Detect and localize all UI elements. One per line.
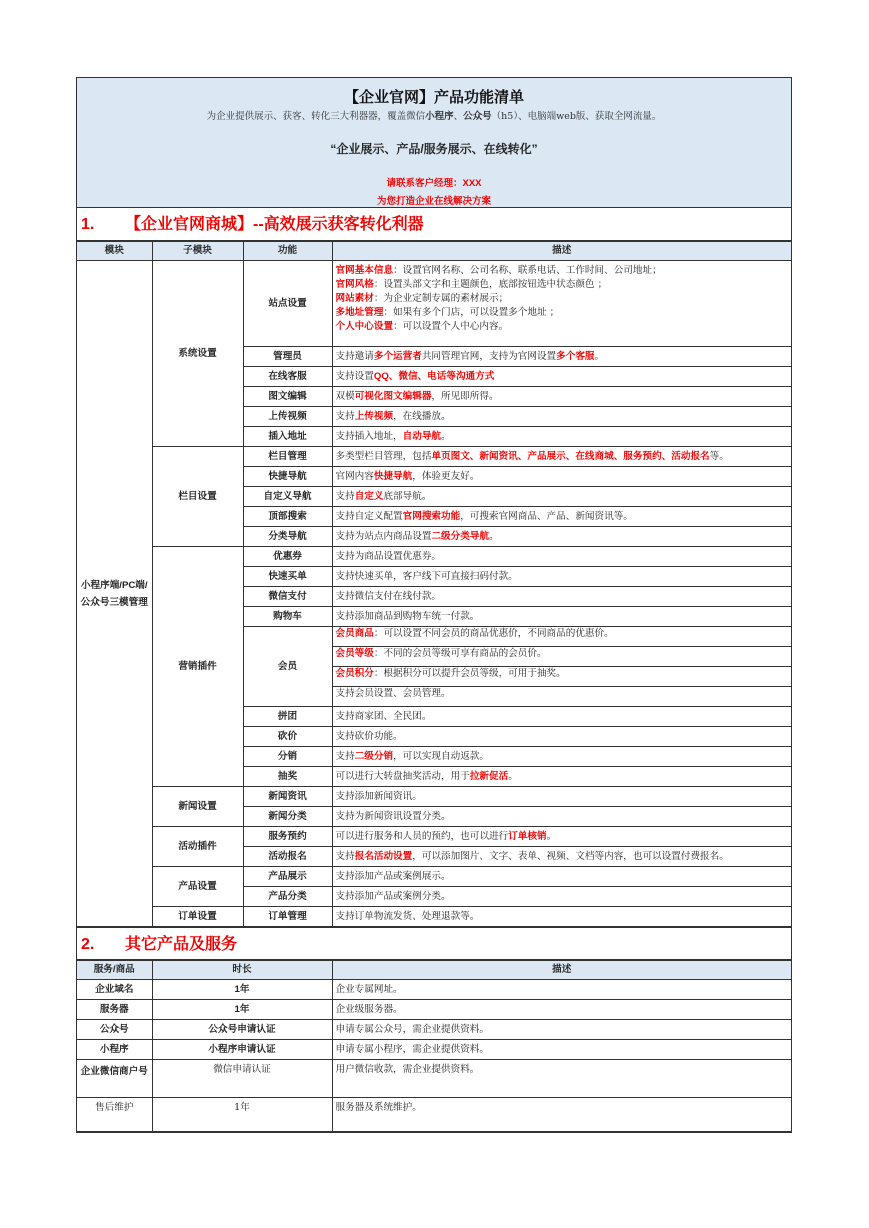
description-text: ，所见即所得。 <box>431 390 499 402</box>
description-text: 支持插入地址， <box>335 430 403 442</box>
service-name-cell: 企业域名 <box>77 980 152 1000</box>
description-text: 。 <box>594 350 605 362</box>
description-cell <box>332 887 791 907</box>
description-line <box>336 430 789 444</box>
service-name-cell: 小程序 <box>77 1040 152 1060</box>
description-text: 支持 <box>335 750 355 762</box>
description-line <box>336 450 789 464</box>
service-name-cell: 售后维护 <box>77 1098 152 1132</box>
col-header-module: 模块 <box>77 242 152 261</box>
description-line <box>336 627 789 641</box>
description-text: ，体验更友好。 <box>412 470 480 482</box>
description-cell <box>332 447 791 467</box>
subtitle-official-account: 公众号 <box>463 111 492 122</box>
description-line <box>336 530 789 544</box>
highlight-text: 订单核销 <box>508 830 547 842</box>
description-cell <box>332 261 791 347</box>
module-cell: 小程序端/PC端/公众号三模管理 <box>77 261 152 927</box>
description-line <box>336 390 789 404</box>
description-text: ：如果有多个门店，可以设置多个地址 ； <box>383 307 560 318</box>
description-text: 等。 <box>709 450 729 462</box>
service-name-cell: 服务器 <box>77 1000 152 1020</box>
description-text: 共同管理官网，支持为官网设置 <box>421 350 557 362</box>
page-title: 【企业官网】产品功能清单 <box>343 89 524 106</box>
description-cell <box>332 827 791 847</box>
function-cell: 插入地址 <box>243 427 332 447</box>
table-row <box>77 787 791 807</box>
description-text: 官网内容 <box>335 470 374 482</box>
contact-solution: 为您打造企业在线解决方案 <box>376 196 491 207</box>
highlight-text: 报名活动设置 <box>354 850 413 862</box>
highlight-text: 会员积分 <box>335 668 374 679</box>
highlight-text: 自动导航 <box>402 430 442 442</box>
table-row <box>77 1040 791 1060</box>
description-line <box>336 590 789 604</box>
duration-cell: 1年 <box>152 1000 332 1020</box>
function-cell: 抽奖 <box>243 767 332 787</box>
description-line <box>336 647 789 661</box>
function-cell: 活动报名 <box>243 847 332 867</box>
sheet-header <box>77 78 791 208</box>
description-text: ：可以设置个人中心内容。 <box>393 321 509 332</box>
description-cell <box>332 587 791 607</box>
highlight-text: 网站素材 <box>335 293 374 304</box>
highlight-text: QQ、微信、电话等沟通方式 <box>373 370 495 382</box>
highlight-text: 二级分销 <box>354 750 394 762</box>
function-cell: 顶部搜索 <box>243 507 332 527</box>
description-text: 支持微信支付在线付款。 <box>335 590 442 602</box>
description-cell <box>332 807 791 827</box>
description-line <box>336 687 789 701</box>
duration-cell: 1年 <box>152 980 332 1000</box>
description-line <box>336 790 789 804</box>
table-row <box>77 1000 791 1020</box>
submodule-cell: 营销插件 <box>152 547 243 787</box>
description-text: 。 <box>546 830 557 842</box>
description-cell <box>332 707 791 727</box>
description-line <box>336 510 789 524</box>
col-header-description: 描述 <box>332 242 791 261</box>
submodule-cell: 订单设置 <box>152 907 243 927</box>
duration-cell: 公众号申请认证 <box>152 1020 332 1040</box>
description-text: ：不同的会员等级可享有商品的会员价。 <box>373 648 547 659</box>
highlight-text: 多个运营者 <box>373 350 422 362</box>
highlight-text: 二级分类导航 <box>431 530 489 542</box>
description-line <box>336 870 789 884</box>
description-text: ，在线播放。 <box>393 410 451 422</box>
description-text: 支持 <box>335 490 355 502</box>
description-line <box>336 890 789 904</box>
duration-cell: 微信申请认证 <box>152 1060 332 1098</box>
description-line <box>336 910 789 924</box>
highlight-text: 官网风格 <box>335 279 374 290</box>
description-line <box>336 770 789 784</box>
function-cell: 新闻分类 <box>243 807 332 827</box>
description-cell <box>332 347 791 367</box>
description-text: 支持自定义配置 <box>335 510 403 522</box>
function-cell: 微信支付 <box>243 587 332 607</box>
duration-cell: 小程序申请认证 <box>152 1040 332 1060</box>
function-cell: 管理员 <box>243 347 332 367</box>
function-cell: 砍价 <box>243 727 332 747</box>
description-text: 支持添加产品或案例分类。 <box>335 890 451 902</box>
subtitle-mini-program: 小程序 <box>425 111 454 122</box>
description-text: 多类型栏目管理，包括 <box>335 450 432 462</box>
table-row <box>77 867 791 887</box>
function-cell: 快速买单 <box>243 567 332 587</box>
description-line <box>336 750 789 764</box>
col-header-service: 服务/商品 <box>77 961 152 980</box>
description-text: ，可以实现自动返款。 <box>393 750 489 762</box>
description-text: 可以进行服务和人员的预约，也可以进行 <box>335 830 509 842</box>
description-text: ：根据积分可以提升会员等级，可用于抽奖。 <box>373 668 566 679</box>
subtitle-sep: 、 <box>453 111 464 122</box>
highlight-text: 上传视频 <box>354 410 394 422</box>
contact-manager: 请联系客户经理：XXX <box>386 178 482 189</box>
section-title: 其它产品及服务 <box>125 936 238 953</box>
description-cell: 申请专属小程序，需企业提供资料。 <box>332 1040 791 1060</box>
description-text: 支持设置 <box>335 370 374 382</box>
col-header-description: 描述 <box>332 961 791 980</box>
description-line <box>336 470 789 484</box>
description-cell <box>332 667 791 687</box>
service-name-cell: 企业微信商户号 <box>77 1060 152 1098</box>
description-line <box>336 278 789 292</box>
description-text: ：为企业定制专属的素材展示； <box>373 293 509 304</box>
description-line <box>336 610 789 624</box>
description-cell <box>332 767 791 787</box>
highlight-text: 可视化图文编辑器 <box>354 390 432 402</box>
description-text: 。 <box>489 530 499 542</box>
highlight-text: 个人中心设置 <box>335 321 394 332</box>
description-text: 双模 <box>335 390 355 402</box>
col-header-function: 功能 <box>243 242 332 261</box>
function-cell: 快捷导航 <box>243 467 332 487</box>
subtitle-text-end: （h5）、电脑端web版、获取全网流量。 <box>491 111 662 122</box>
description-text: 支持为新闻资讯设置分类。 <box>335 810 451 822</box>
description-text: 支持 <box>335 850 355 862</box>
description-line <box>336 490 789 504</box>
function-cell: 分销 <box>243 747 332 767</box>
submodule-cell: 新闻设置 <box>152 787 243 827</box>
description-line <box>336 667 789 681</box>
submodule-cell: 产品设置 <box>152 867 243 907</box>
description-cell <box>332 647 791 667</box>
highlight-text: 会员等级 <box>335 648 374 659</box>
function-cell: 站点设置 <box>243 261 332 347</box>
contact-block <box>77 175 791 211</box>
function-cell: 新闻资讯 <box>243 787 332 807</box>
table-row <box>77 447 791 467</box>
description-cell <box>332 547 791 567</box>
description-cell <box>332 607 791 627</box>
description-text: 。 <box>508 770 518 782</box>
function-cell: 上传视频 <box>243 407 332 427</box>
function-cell: 图文编辑 <box>243 387 332 407</box>
description-cell <box>332 387 791 407</box>
description-line <box>336 570 789 584</box>
description-cell <box>332 507 791 527</box>
description-cell <box>332 527 791 547</box>
description-cell: 企业专属网址。 <box>332 980 791 1000</box>
function-cell: 会员 <box>243 627 332 707</box>
function-cell: 订单管理 <box>243 907 332 927</box>
description-text: ：设置官网名称、公司名称、联系电话、工作时间、公司地址； <box>393 265 662 276</box>
description-line <box>336 410 789 424</box>
description-cell <box>332 487 791 507</box>
submodule-cell: 活动插件 <box>152 827 243 867</box>
description-text: 可以进行大转盘抽奖活动，用于 <box>335 770 470 782</box>
subtitle-text: 为企业提供展示、获客、转化三大利器器，覆盖微信 <box>206 111 426 122</box>
highlight-text: 单页图文、新闻资讯、产品展示、在线商城、服务预约、活动报名 <box>431 450 710 462</box>
description-text: 底部导航。 <box>383 490 432 502</box>
description-line <box>336 550 789 564</box>
description-text: 支持砍价功能。 <box>335 730 403 742</box>
description-text: 支持快速买单，客户线下可直接扫码付款。 <box>335 570 518 582</box>
product-feature-sheet <box>76 77 792 1133</box>
highlight-text: 自定义 <box>354 490 384 502</box>
function-cell: 购物车 <box>243 607 332 627</box>
description-cell <box>332 407 791 427</box>
description-text: ，可搜索官网商品、产品、新闻资讯等。 <box>460 510 633 522</box>
description-text: 支持添加商品到购物车统一付款。 <box>335 610 480 622</box>
feature-table <box>77 241 791 927</box>
table-row <box>77 907 791 927</box>
description-cell <box>332 427 791 447</box>
function-cell: 在线客服 <box>243 367 332 387</box>
col-header-duration: 时长 <box>152 961 332 980</box>
table-row <box>77 827 791 847</box>
function-cell: 自定义导航 <box>243 487 332 507</box>
function-cell: 服务预约 <box>243 827 332 847</box>
highlight-text: 多地址管理 <box>335 307 384 318</box>
description-line <box>336 264 789 278</box>
description-text: 支持邀请 <box>335 350 374 362</box>
highlight-text: 拉新促活 <box>469 770 509 782</box>
highlight-text: 官网搜索功能 <box>402 510 461 522</box>
description-text: 支持商家团、全民团。 <box>335 710 432 722</box>
description-cell: 用户微信收款，需企业提供资料。 <box>332 1060 791 1098</box>
description-text: 支持为站点内商品设置 <box>335 530 432 542</box>
description-text: ，可以添加图片、文字、表单、视频、文档等内容，也可以设置付费报名。 <box>412 850 729 862</box>
description-cell <box>332 727 791 747</box>
description-line <box>336 320 789 334</box>
description-text: 支持添加产品或案例展示。 <box>335 870 451 882</box>
description-cell: 申请专属公众号，需企业提供资料。 <box>332 1020 791 1040</box>
description-line <box>336 730 789 744</box>
description-cell <box>332 867 791 887</box>
section-2-heading <box>77 927 791 960</box>
table-row <box>77 547 791 567</box>
page-subtitle <box>77 108 791 122</box>
slogan: “企业展示、产品/服务展示、在线转化” <box>330 142 538 156</box>
description-text: ：设置头部文字和主题颜色，底部按钮选中状态颜色 ； <box>373 279 608 290</box>
description-cell <box>332 567 791 587</box>
highlight-text: 会员商品 <box>335 628 374 639</box>
description-text: 支持 <box>335 410 355 422</box>
table-row <box>77 261 791 347</box>
description-text: 支持为商品设置优惠券。 <box>335 550 442 562</box>
description-text: 支持订单物流发货、处理退款等。 <box>335 910 480 922</box>
description-cell <box>332 467 791 487</box>
function-cell: 栏目管理 <box>243 447 332 467</box>
description-cell <box>332 907 791 927</box>
description-line <box>336 710 789 724</box>
service-name-cell: 公众号 <box>77 1020 152 1040</box>
col-header-submodule: 子模块 <box>152 242 243 261</box>
description-cell <box>332 687 791 707</box>
submodule-cell: 栏目设置 <box>152 447 243 547</box>
function-cell: 优惠券 <box>243 547 332 567</box>
description-cell: 企业级服务器。 <box>332 1000 791 1020</box>
highlight-text: 多个客服 <box>556 350 595 362</box>
function-cell: 产品分类 <box>243 887 332 907</box>
description-line <box>336 370 789 384</box>
duration-cell: 1年 <box>152 1098 332 1132</box>
description-line <box>336 810 789 824</box>
table-row <box>77 1020 791 1040</box>
highlight-text: 快捷导航 <box>373 470 413 482</box>
description-cell <box>332 787 791 807</box>
description-cell <box>332 747 791 767</box>
function-cell: 拼团 <box>243 707 332 727</box>
description-text: 支持会员设置、会员管理。 <box>335 688 451 699</box>
description-cell <box>332 367 791 387</box>
function-cell: 产品展示 <box>243 867 332 887</box>
section-number: 1. <box>81 216 95 233</box>
table-row <box>77 1060 791 1098</box>
services-table <box>77 960 791 1132</box>
highlight-text: 官网基本信息 <box>335 265 394 276</box>
description-line <box>336 850 789 864</box>
description-text: 支持添加新闻资讯。 <box>335 790 422 802</box>
section-1-heading <box>77 208 791 241</box>
description-line <box>336 830 789 844</box>
description-cell <box>332 847 791 867</box>
description-cell <box>332 627 791 647</box>
section-title: 【企业官网商城】--高效展示获客转化利器 <box>125 216 424 233</box>
description-line <box>336 306 789 320</box>
table-row <box>77 1098 791 1132</box>
description-cell: 服务器及系统维护。 <box>332 1098 791 1132</box>
table-row <box>77 980 791 1000</box>
submodule-cell: 系统设置 <box>152 261 243 447</box>
function-cell: 分类导航 <box>243 527 332 547</box>
section-number: 2. <box>81 936 95 953</box>
description-text: 。 <box>441 430 451 442</box>
description-line <box>336 350 789 364</box>
description-line <box>336 292 789 306</box>
description-text: ：可以设置不同会员的商品优惠价，不同商品的优惠价。 <box>373 628 614 639</box>
